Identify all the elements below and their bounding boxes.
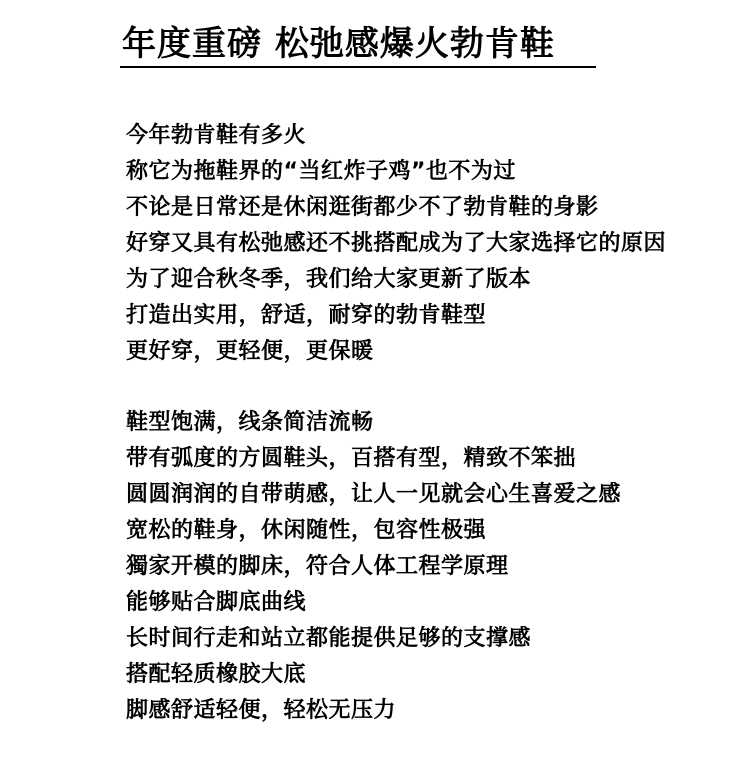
text-line: 为了迎合秋冬季，我们给大家更新了版本 — [126, 267, 532, 292]
text-line: 好穿又具有松弛感还不挑搭配成为了大家选择它的原因 — [126, 231, 667, 256]
text-line: 今年勃肯鞋有多火 — [126, 123, 307, 148]
text-line: 能够贴合脚底曲线 — [126, 590, 307, 615]
paragraph-intro — [126, 118, 666, 370]
text-line: 獨家开模的脚床，符合人体工程学原理 — [126, 554, 509, 579]
text-line: 脚感舒适轻便，轻松无压力 — [126, 698, 397, 723]
text-line: 圆圆润润的自带萌感，让人一见就会心生喜爱之感 — [126, 482, 622, 507]
title-underline — [120, 66, 596, 68]
text-line: 打造出实用，舒适，耐穿的勃肯鞋型 — [126, 303, 487, 328]
text-line: 宽松的鞋身，休闲随性，包容性极强 — [126, 518, 487, 543]
text-line: 搭配轻质橡胶大底 — [126, 662, 307, 687]
text-line: 鞋型饱满，线条简洁流畅 — [126, 410, 374, 435]
paragraph-features — [126, 405, 621, 729]
text-line: 称它为拖鞋界的“当红炸子鸡”也不为过 — [126, 159, 516, 184]
text-line: 长时间行走和站立都能提供足够的支撑感 — [126, 626, 532, 651]
text-line: 不论是日常还是休闲逛街都少不了勃肯鞋的身影 — [126, 195, 599, 220]
text-line: 更好穿，更轻便，更保暖 — [126, 339, 374, 364]
page-title: 年度重磅 松弛感爆火勃肯鞋 — [122, 24, 555, 64]
text-line: 带有弧度的方圆鞋头，百搭有型，精致不笨拙 — [126, 446, 577, 471]
